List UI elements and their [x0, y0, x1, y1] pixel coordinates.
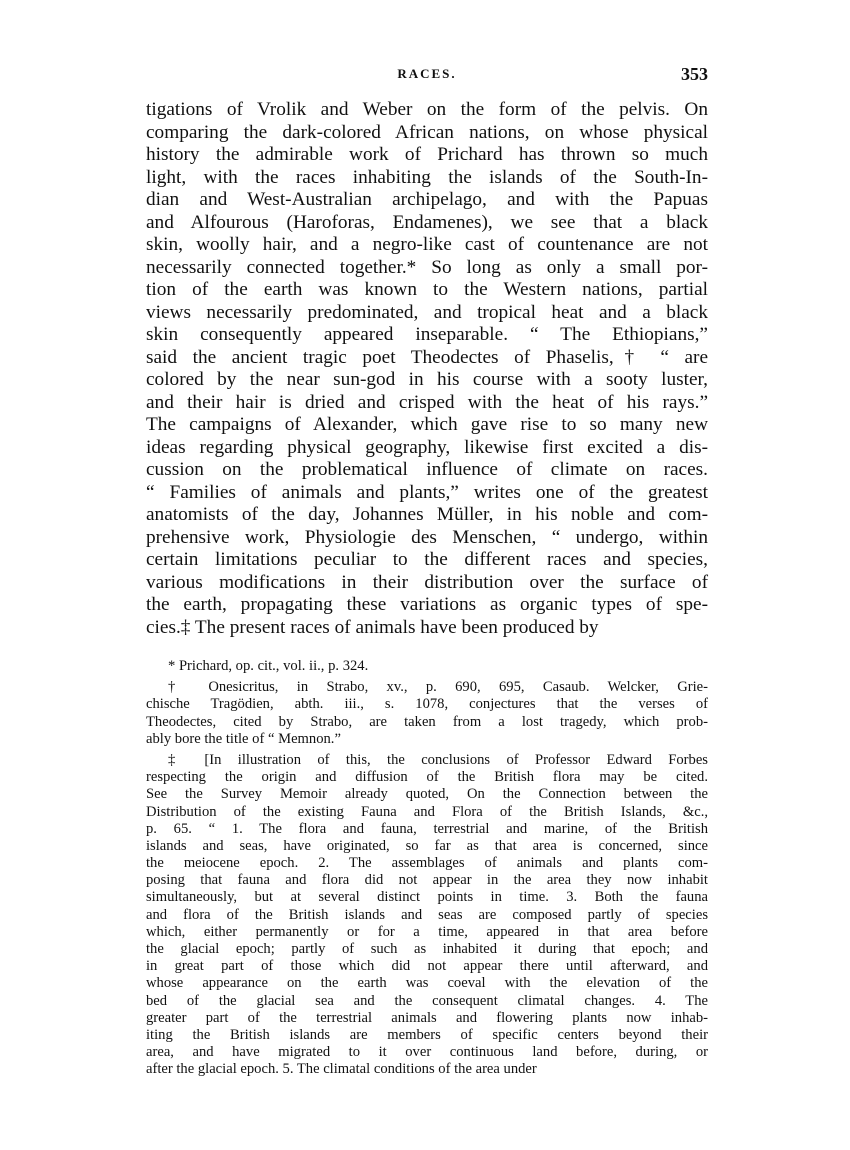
footnote-line: the glacial epoch; partly of such as inhabited it during that epoch; and: [146, 941, 708, 957]
footnote-line: in great part of those which did not appear there until afterward, and: [146, 958, 708, 975]
body-line: history the admirable work of Prichard has thrown so much: [146, 144, 708, 165]
body-line: dian and West-Australian archipelago, and with the Papuas: [146, 189, 708, 210]
footnote-line: bed of the glacial sea and the consequent climatal changes. 4. The: [146, 992, 708, 1009]
page-header: [146, 62, 708, 86]
footnote-line: islands and seas, have originated, so far as that area is concerned, since: [146, 837, 708, 854]
body-line: skin consequently appeared inseparable. “ The Ethiopians,”: [146, 324, 708, 345]
footnote-onesicritus: [146, 679, 708, 748]
running-head: RACES.: [397, 66, 457, 81]
body-line: cies.‡ The present races of animals have been produced by: [146, 616, 599, 638]
footnote-line: Distribution of the existing Fauna and Flora of the British Islands, &c.,: [146, 803, 708, 820]
body-line: comparing the dark-colored African nations, on whose physical: [146, 121, 708, 143]
body-line: tion of the earth was known to the Western nations, partial: [146, 279, 708, 300]
body-line: prehensive work, Physiologie des Menschen, “ undergo, within: [146, 526, 708, 548]
page-number: 353: [681, 64, 708, 84]
footnote-line: and flora of the British islands and seas are composed partly of species: [146, 906, 708, 923]
footnote-line: † Onesicritus, in Strabo, xv., p. 690, 695, Casaub. Welcker, Grie-: [168, 679, 708, 696]
footnote-line: greater part of the terrestrial animals and flowering plants now inhab-: [146, 1009, 708, 1026]
body-line: and Alfourous (Haroforas, Endamenes), we see that a black: [146, 211, 708, 233]
body-line: The campaigns of Alexander, which gave rise to so many new: [146, 414, 708, 435]
footnote-line: simultaneously, but at several distinct points in time. 3. Both the fauna: [146, 889, 708, 906]
body-line: “ Families of animals and plants,” writes one of the greatest: [146, 481, 708, 503]
footnote-line: ‡ [In illustration of this, the conclusions of Professor Edward Forbes: [168, 751, 708, 768]
footnotes: [146, 658, 708, 1079]
body-line: colored by the near sun-god in his course with a sooty luster,: [146, 369, 708, 390]
body-line: and their hair is dried and crisped with the heat of his rays.”: [146, 391, 708, 413]
footnote-prichard: [146, 658, 708, 675]
body-line: skin, woolly hair, and a negro-like cast of countenance are not: [146, 234, 708, 255]
footnote-line: iting the British islands are members of specific centers beyond their: [146, 1026, 708, 1043]
footnote-line: chische Tragödien, abth. iii., s. 1078, conjectures that the verses of: [146, 696, 708, 713]
footnote-line: * Prichard, op. cit., vol. ii., p. 324.: [168, 658, 369, 674]
footnote-line: See the Survey Memoir already quoted, On the Connection between the: [146, 786, 708, 803]
body-line: anatomists of the day, Johannes Müller, in his noble and com-: [146, 504, 708, 525]
body-line: various modifications in their distribution over the surface of: [146, 571, 708, 593]
body-line: cussion on the problematical influence of climate on races.: [146, 459, 708, 480]
body-line: tigations of Vrolik and Weber on the form of the pelvis. On: [146, 99, 708, 120]
body-line: certain limitations peculiar to the different races and species,: [146, 549, 708, 570]
body-line: said the ancient tragic poet Theodectes of Phaselis,† “ are: [146, 346, 708, 368]
footnote-line: after the glacial epoch. 5. The climatal conditions of the area under: [146, 1061, 537, 1078]
body-line: light, with the races inhabiting the islands of the South-In-: [146, 166, 708, 188]
footnote-line: posing that fauna and flora did not appear in the area they now inhabit: [146, 872, 708, 889]
footnote-line: Theodectes, cited by Strabo, are taken from a lost tragedy, which prob-: [146, 713, 708, 730]
body-line: necessarily connected together.* So long as only a small por-: [146, 256, 708, 278]
footnote-line: respecting the origin and diffusion of the British flora may be cited.: [146, 769, 708, 786]
footnote-forbes: [146, 752, 708, 1079]
footnote-line: which, either permanently or for a time, appeared in that area before: [146, 923, 708, 940]
body-line: views necessarily predominated, and tropical heat and a black: [146, 301, 708, 323]
footnote-line: the meiocene epoch. 2. The assemblages of animals and plants com-: [146, 855, 708, 872]
body-line: ideas regarding physical geography, likewise first excited a dis-: [146, 436, 708, 458]
body-line: the earth, propagating these variations as organic types of spe-: [146, 594, 708, 615]
footnote-line: ably bore the title of “ Memnon.”: [146, 730, 341, 747]
footnote-line: p. 65. “ 1. The flora and fauna, terrestrial and marine, of the British: [146, 820, 708, 837]
footnote-line: whose appearance on the earth was coeval with the elevation of the: [146, 975, 708, 992]
footnote-line: area, and have migrated to it over continuous land before, during, or: [146, 1044, 708, 1061]
body-text: [146, 99, 708, 639]
